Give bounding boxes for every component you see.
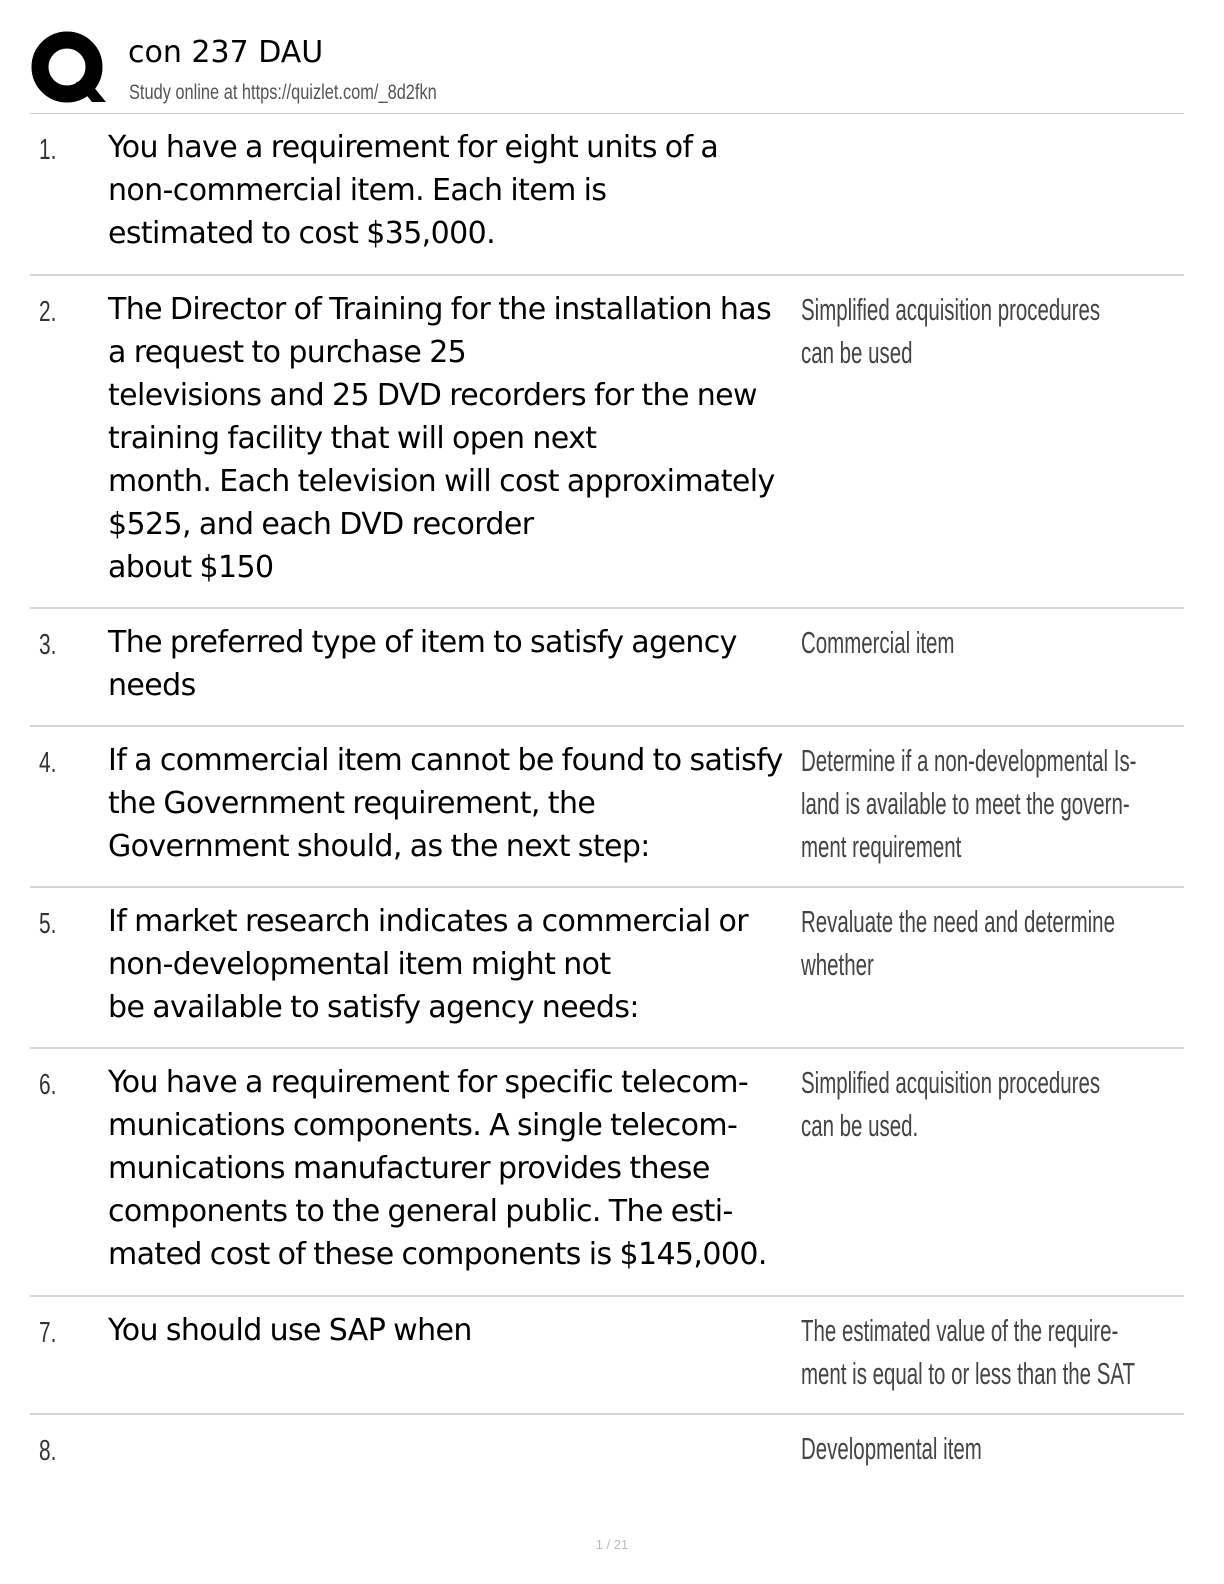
term-line: munications manufacturer provides these: [108, 1151, 710, 1186]
term-line: non-commercial item. Each item is: [108, 173, 607, 208]
flashcard-4: [30, 727, 1184, 888]
flashcard-7: [30, 1297, 1184, 1415]
term-line: If market research indicates a commercial or: [108, 904, 748, 939]
flashcard-6: [30, 1049, 1184, 1297]
flashcard-2: [30, 276, 1184, 609]
term-line: a request to purchase 25: [108, 335, 467, 370]
definition-line: whether: [801, 947, 874, 982]
card-definition: [801, 1061, 1100, 1147]
definition-line: Simplified acquisition procedures: [801, 1065, 1101, 1100]
flashcard-1: [30, 114, 1184, 276]
term-line: month. Each television will cost approximately: [108, 464, 775, 499]
quizlet-logo-icon: [30, 30, 108, 108]
page-number: 1 / 21: [595, 1537, 629, 1552]
card-number: 5.: [39, 908, 57, 940]
term-line: the Government requirement, the: [108, 786, 596, 821]
card-definition: [801, 1427, 982, 1470]
flashcard-3: [30, 609, 1184, 727]
card-number: 2.: [39, 296, 57, 328]
term-line: be available to satisfy agency needs:: [108, 990, 639, 1025]
card-number: 7.: [39, 1317, 57, 1349]
card-definition: [801, 739, 1136, 868]
definition-line: Revaluate the need and determine: [801, 904, 1115, 939]
definition-line: Determine if a non-developmental Is-: [801, 743, 1137, 778]
study-online-link[interactable]: Study online at https://quizlet.com/_8d2fkn: [129, 81, 437, 104]
term-line: about $150: [108, 550, 274, 585]
term-line: non-developmental item might not: [108, 947, 611, 982]
definition-line: The estimated value of the require-: [801, 1313, 1119, 1348]
term-line: needs: [108, 668, 196, 703]
term-line: $525, and each DVD recorder: [108, 507, 534, 542]
page-header: [30, 28, 1184, 114]
card-term: [108, 1061, 808, 1276]
definition-line: can be used.: [801, 1108, 919, 1143]
term-line: The preferred type of item to satisfy agency: [108, 625, 737, 660]
term-line: The Director of Training for the installation has: [108, 292, 772, 327]
card-term: [108, 1309, 808, 1352]
card-definition: [801, 900, 1115, 986]
card-definition: [801, 621, 954, 664]
term-line: mated cost of these components is $145,000.: [108, 1237, 767, 1272]
card-term: [108, 126, 808, 255]
term-line: You have a requirement for eight units of a: [108, 130, 719, 165]
term-line: You have a requirement for specific telecom-: [108, 1065, 749, 1100]
term-line: munications components. A single telecom-: [108, 1108, 738, 1143]
card-term: [108, 621, 808, 707]
term-line: You should use SAP when: [108, 1313, 472, 1348]
term-line: components to the general public. The esti-: [108, 1194, 733, 1229]
term-line: If a commercial item cannot be found to satisfy: [108, 743, 783, 778]
term-line: training facility that will open next: [108, 421, 597, 456]
card-definition: [801, 288, 1100, 374]
card-term: [108, 900, 808, 1029]
card-number: 8.: [39, 1435, 57, 1467]
flashcard-5: [30, 888, 1184, 1049]
flashcard-8: [30, 1415, 1184, 1505]
term-line: televisions and 25 DVD recorders for the new: [108, 378, 757, 413]
card-number: 6.: [39, 1069, 57, 1101]
card-term: [108, 739, 808, 868]
card-definition: [801, 1309, 1135, 1395]
definition-line: Commercial item: [801, 625, 955, 660]
definition-line: land is available to meet the govern-: [801, 786, 1130, 821]
term-line: Government should, as the next step:: [108, 829, 650, 864]
card-number: 1.: [39, 134, 57, 166]
deck-title: con 237 DAU: [128, 35, 324, 70]
definition-line: can be used: [801, 335, 913, 370]
definition-line: ment requirement: [801, 829, 962, 864]
card-number: 4.: [39, 747, 57, 779]
definition-line: Developmental item: [801, 1431, 982, 1466]
card-number: 3.: [39, 629, 57, 661]
definition-line: Simplified acquisition procedures: [801, 292, 1101, 327]
term-line: estimated to cost $35,000.: [108, 216, 496, 251]
definition-line: ment is equal to or less than the SAT: [801, 1356, 1135, 1391]
card-term: [108, 288, 808, 589]
